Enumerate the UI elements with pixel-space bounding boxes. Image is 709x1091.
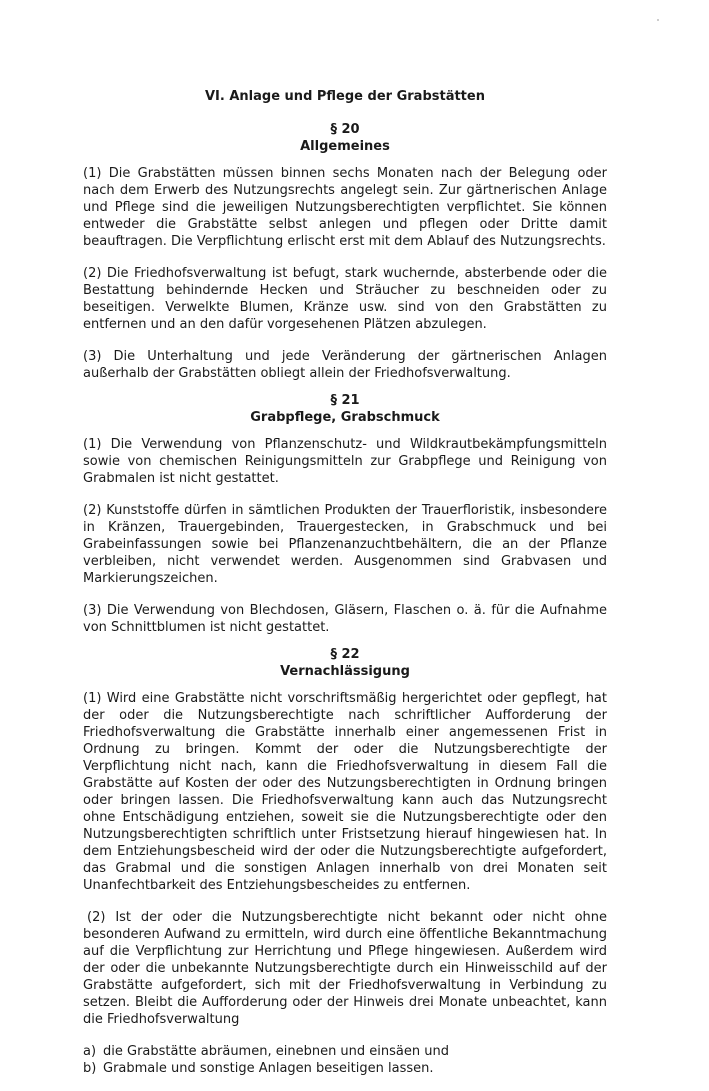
paragraph: (2) Kunststoffe dürfen in sämtlichen Produkten der Trauerfloristik, insbesondere in Kränzen, Trauergebinden, Trauergestecken, in Grabschmuck und bei Grabeinfassungen sowie bei Pflanzenanzuchtbehältern, die an der Pflanze verbleiben, nicht verwendet werden. Ausgenommen sind Grabvasen und Markierungszeichen. xyxy=(83,503,607,586)
section-title: Allgemeines xyxy=(300,139,390,154)
section-20 xyxy=(83,121,607,382)
paragraph: (2) Ist der oder die Nutzungsberechtigte nicht bekannt oder nicht ohne besonderen Aufwand zu ermitteln, wird durch eine öffentliche Bekanntmachung auf die Verpflichtung zur Herrichtung und Pflege hingewiesen. Außerdem wird der oder die unbekannte Nutzungsberechtigte durch ein Hinweisschild auf der Grabstätte aufgefordert, sich mit der Friedhofsverwaltung in Verbindung zu setzen. Bleibt die Aufforderung oder der Hinweis drei Monate unbeachtet, kann die Friedhofsverwaltung xyxy=(83,910,607,1027)
measures-list xyxy=(83,1043,607,1077)
section-title: Grabpflege, Grabschmuck xyxy=(250,410,440,425)
list-item-text: die Grabstätte abräumen, einebnen und einsäen und xyxy=(103,1044,449,1059)
list-item xyxy=(83,1060,607,1077)
section-22 xyxy=(83,646,607,1077)
section-number: § 20 xyxy=(330,122,360,137)
section-title: Vernachlässigung xyxy=(280,664,410,679)
document-body xyxy=(83,88,607,1091)
paragraph: (3) Die Verwendung von Blechdosen, Gläsern, Flaschen o. ä. für die Aufnahme von Schnittblumen ist nicht gestattet. xyxy=(83,603,607,635)
list-marker: a) xyxy=(83,1044,97,1059)
paragraph: (1) Die Grabstätten müssen binnen sechs Monaten nach der Belegung oder nach dem Erwerb des Nutzungsrechts angelegt sein. Zur gärtnerischen Anlage und Pflege sind die jeweiligen Nutzungsberechtigten verpflichtet. Sie können entweder die Grabstätte selbst anlegen und pflegen oder Dritte damit beauftragen. Die Verpflichtung erlischt erst mit dem Ablauf des Nutzungsrechts. xyxy=(83,166,607,249)
section-number: § 21 xyxy=(330,393,360,408)
paragraph: (1) Die Verwendung von Pflanzenschutz- und Wildkrautbekämpfungsmitteln sowie von chemischen Reinigungsmitteln zur Grabpflege und Reinigung von Grabmalen ist nicht gestattet. xyxy=(83,437,607,486)
scan-speck xyxy=(657,19,659,21)
section-number: § 22 xyxy=(330,647,360,662)
chapter-heading: VI. Anlage und Pflege der Grabstätten xyxy=(205,89,485,104)
list-marker: b) xyxy=(83,1061,97,1076)
list-item xyxy=(83,1043,607,1060)
paragraph: (2) Die Friedhofsverwaltung ist befugt, stark wuchernde, absterbende oder die Bestattung behindernde Hecken und Sträucher zu beschneiden oder zu beseitigen. Verwelkte Blumen, Kränze usw. sind von den Grabstätten zu entfernen und an den dafür vorgesehenen Plätzen abzulegen. xyxy=(83,266,607,332)
section-21 xyxy=(83,392,607,636)
paragraph: (1) Wird eine Grabstätte nicht vorschriftsmäßig hergerichtet oder gepflegt, hat der oder die Nutzungsberechtigte nach schriftlicher Aufforderung der Friedhofsverwaltung die Grabstätte innerhalb einer angemessenen Frist in Ordnung zu bringen. Kommt der oder die Nutzungsberechtigte der Verpflichtung nicht nach, kann die Friedhofsverwaltung in diesem Fall die Grabstätte auf Kosten der oder des Nutzungsberechtigten in Ordnung bringen oder bringen lassen. Die Friedhofsverwaltung kann auch das Nutzungsrecht ohne Entschädigung entziehen, soweit sie die Nutzungsberechtigte oder den Nutzungsberechtigten schriftlich unter Fristsetzung hierauf hingewiesen hat. In dem Entziehungsbescheid wird der oder die Nutzungsberechtigte aufgefordert, das Grabmal und die sonstigen Anlagen innerhalb von drei Monaten seit Unanfechtbarkeit des Entziehungsbescheides zu entfernen. xyxy=(83,691,607,893)
list-item-text: Grabmale und sonstige Anlagen beseitigen lassen. xyxy=(103,1061,434,1076)
paragraph: (3) Die Unterhaltung und jede Veränderung der gärtnerischen Anlagen außerhalb der Grabstätten obliegt allein der Friedhofsverwaltung. xyxy=(83,349,607,381)
